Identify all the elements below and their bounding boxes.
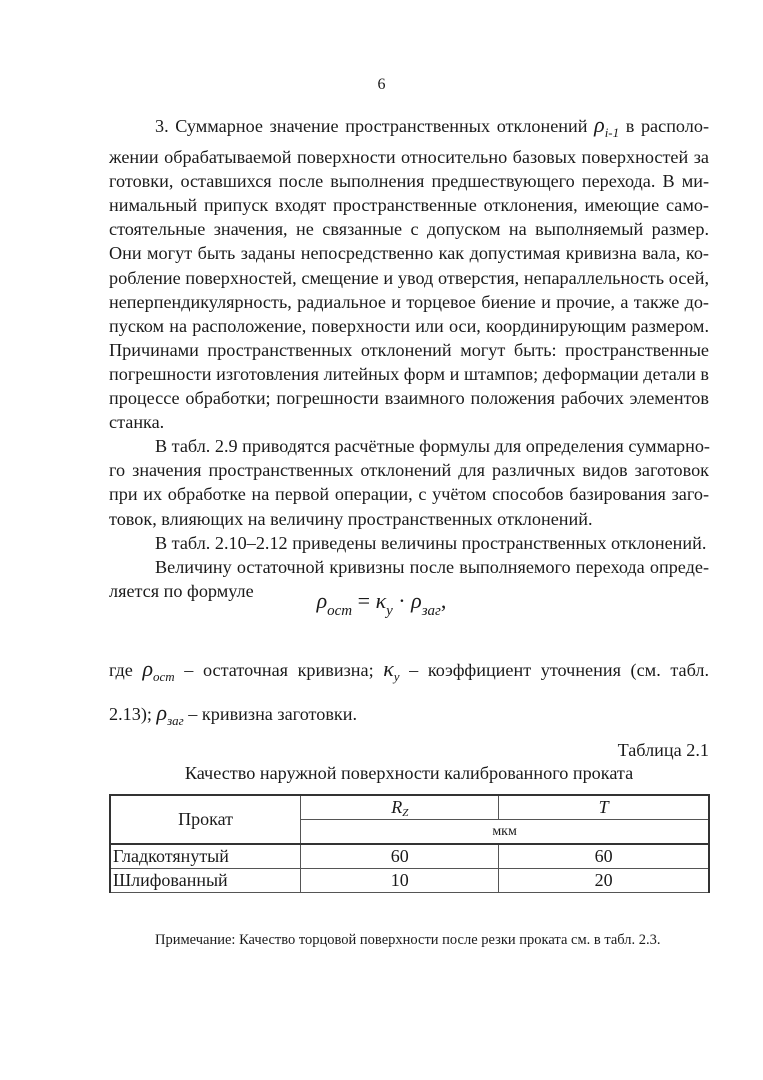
rho-symbol: ρ xyxy=(142,656,154,681)
text-line: го значения пространственных отклонений для различных видов заготовок xyxy=(109,460,709,481)
text-line: ляется по формуле xyxy=(109,580,254,601)
text-line: Величину остаточной кривизны после выполняемого перехода опреде- xyxy=(155,556,709,577)
text-span: – остаточная кривизна; xyxy=(174,660,384,680)
rho-symbol: ρ xyxy=(156,700,168,725)
table-number: Таблица 2.1 xyxy=(617,740,709,760)
text-span: 2.13); xyxy=(109,704,157,724)
header-cell-rz xyxy=(301,795,499,820)
paragraph-table-2-9 xyxy=(109,434,709,530)
surface-quality-table xyxy=(109,794,710,893)
text-line: готовки, оставшихся после выполнения предшествующего перехода. В ми- xyxy=(109,171,709,192)
table-note: Примечание: Качество торцовой поверхности после резки проката см. в табл. 2.3. xyxy=(155,932,661,948)
rz-subscript: Z xyxy=(402,806,409,819)
text-line: В табл. 2.9 приводятся расчётные формулы для определения суммарно- xyxy=(155,436,710,457)
subscript-y: y xyxy=(386,603,393,619)
text-line: пуском на расположение, поверхности или оси, координирующим размером. xyxy=(109,315,709,336)
table-title: Качество наружной поверхности калиброванного проката xyxy=(184,763,634,783)
text-line: стоятельные значения, не связанные с допуском на выполняемый размер. xyxy=(109,219,709,240)
text-line: погрешности изготовления литейных форм и штампов; деформации детали в xyxy=(109,363,709,384)
kappa-symbol: κ xyxy=(383,656,394,681)
text-span: – кривизна заготовки. xyxy=(183,704,358,724)
text-span: 3. Суммарное значение пространственных отклонений xyxy=(155,116,595,136)
cell-name: Шлифованный xyxy=(110,869,301,893)
text-line: неперпендикулярность, радиальное и торцевое биение и прочие, а также до- xyxy=(109,291,709,312)
text-line: процессе обработки; погрешности взаимного положения рабочих элементов xyxy=(109,388,709,409)
multiply-dot: · xyxy=(398,588,406,613)
rho-symbol: ρ xyxy=(411,588,422,613)
subscript-ost: ост xyxy=(153,669,175,684)
cell-t: 60 xyxy=(499,844,709,869)
text-line: робление поверхностей, смещение и увод отверстия, непараллельность осей, xyxy=(109,267,709,288)
page-number: 6 xyxy=(377,76,386,93)
paragraph-spatial-deviations xyxy=(109,113,709,434)
body-text xyxy=(109,113,709,603)
rho-subscript: i-1 xyxy=(604,125,620,140)
text-span: – коэффициент уточнения (см. табл. xyxy=(399,660,709,680)
table-row xyxy=(110,869,709,893)
paragraph-tables-2-10-2-12 xyxy=(109,531,709,555)
equals-sign: = xyxy=(357,588,371,613)
text-line: нимальный припуск входят пространственные отклонения, имеющие само- xyxy=(109,195,709,216)
text-line xyxy=(109,113,709,145)
text-span: в располо- xyxy=(619,116,710,136)
text-line xyxy=(109,651,709,695)
text-line: Они могут быть заданы непосредственно как допустимая кривизна вала, ко- xyxy=(109,243,709,264)
subscript-zag: заг xyxy=(167,713,184,728)
text-line: Причинами пространственных отклонений могут быть: пространственные xyxy=(109,339,709,360)
subscript-ost: ост xyxy=(327,603,353,619)
cell-name: Гладкотянутый xyxy=(110,844,301,869)
text-line: станка. xyxy=(109,412,165,433)
formula-comma: , xyxy=(440,588,447,613)
subscript-zag: заг xyxy=(421,603,441,619)
subscript-y: y xyxy=(393,669,400,684)
text-line xyxy=(109,695,709,739)
table-row xyxy=(110,844,709,869)
cell-t: 20 xyxy=(499,869,709,893)
cell-rz: 60 xyxy=(301,844,499,869)
text-span: где xyxy=(109,660,143,680)
text-line: В табл. 2.10–2.12 приведены величины пространственных отклонений. xyxy=(155,532,707,553)
header-cell-prokat: Прокат xyxy=(110,795,301,844)
text-line: жении обрабатываемой поверхности относительно базовых поверхностей за xyxy=(109,147,709,168)
text-line: при их обработке на первой операции, с учётом способов базирования заго- xyxy=(109,484,709,505)
rho-symbol: ρ xyxy=(316,588,328,613)
formula-residual-curvature xyxy=(0,588,763,620)
rho-symbol: ρ xyxy=(594,112,605,137)
text-line: товок, влияющих на величину пространственных отклонений. xyxy=(109,508,593,529)
cell-rz: 10 xyxy=(301,869,499,893)
rz-symbol: R xyxy=(391,796,403,817)
header-cell-unit: мкм xyxy=(301,820,709,845)
kappa-symbol: κ xyxy=(375,588,387,613)
header-cell-t: T xyxy=(499,795,709,820)
formula-legend xyxy=(109,651,709,739)
